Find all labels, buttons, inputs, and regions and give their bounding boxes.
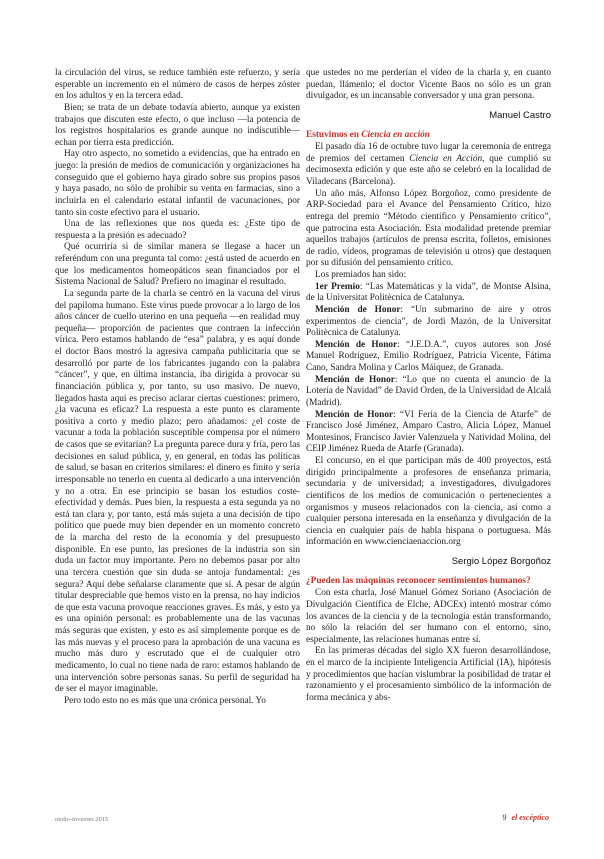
right-column (306, 68, 551, 705)
paragraph: Los premiados han sido: (315, 270, 407, 280)
paragraph: que ustedes no me perderían el vídeo de la charla y, en cuanto puedan, llámenlo; el doctor Vicente Baos no sólo es un gran divulgador, es un incansable conversador y una gran persona. (306, 68, 551, 102)
award-text: : “VI Feria de la Ciencia de Atarfe” de Francisco José Jiménez, Amparo Castro, Alicia López, Manuel Montesinos, Francisco Javier Valenzuela y Natividad Molina, del CEIP Jiménez Rueda de Atarfe (Granada). (306, 409, 552, 455)
paragraph: La segunda parte de la charla se centró en la vacuna del virus del papiloma humano. Este virus puede provocar a lo largo de los años cáncer de cuello uterino en una pequeña —en realidad muy pequeña— proporción de pacientes que contraen la infección vírica. Pero estamos hablando de “esa” palabra, y es aquí donde el doctor Baos mostró la agresiva campaña publicitaria que se desarrolló por parte de los fabricantes jugando con la palabra “cáncer”, y que, en última instancia, iba dirigida a provocar su financiación pública y, por tanto, su uso masivo. De nuevo, llegados hasta aquí es preciso aclarar ciertas cuestiones: primero, ¿la vacuna es eficaz? La respuesta a este punto es claramente positiva a corto y medio plazo; pero añadamos: ¿el coste de vacunar a toda la población susceptible compensa por el número de casos que se evitarían? La pregunta parece dura y fría, pero las decisiones en salud pública, y, en general, en todas las políticas de salud, se basan en criterios similares: el dinero es finito y sería irresponsable no tenerlo en cuenta al dedicarlo a una intervención y no a otra. En ese principio se basan los estudios coste-efectividad y demás. Pues bien, la respuesta a esta segunda ya no está tan clara y, por tanto, está más sujeta a una decisión de tipo político que puede muy bien depender en un momento concreto de la marcha del resto de la economía y del presupuesto disponible. En ese punto, las presiones de la industria son sin duda un factor muy importante. Pero no debemos pasar por alto una tercera cuestión que sin duda se antoja fundamental: ¿es segura? Aquí debe señalarse claramente que sí. A pesar de algún titular despreciable que hemos visto en la prensa, no hay indicios de que esta vacuna provoque reacciones graves. Es más, y esto ya es una opinión personal: es probablemente una de las vacunas más seguras que existen, y esto es así simplemente porque es de las más nuevas y el proceso para la aprobación de una vacuna es mucho más duro y escrutado que el de cualquier otro medicamento, lo cual no tiene nada de raro: estamos hablando de una intervención sobre personas sanas. Su perfil de seguridad ha de ser el mayor imaginable. (55, 288, 300, 695)
paragraph: Qué ocurriría si de similar manera se llegase a hacer un referéndum con una pregunta tal como: ¿está usted de acuerdo en que los medicamentos homeopáticos sean financiados por el Sistema Nacional de Salud? Prefiero no imaginar el resultado. (55, 242, 300, 288)
award-item (306, 305, 551, 340)
page-number: 9 (502, 813, 507, 822)
magazine-name: el escéptico (511, 813, 549, 822)
award-text: : “J.E.D.A.”, cuyos autores son José Manuel Rodríguez, Emilio Rodríguez, Patricia Vicente, Fátima Cano, Sandra Molina y Carlos Máiquez, de Granada. (306, 339, 551, 373)
paragraph: Bien; se trata de un debate todavía abierto, aunque ya existen trabajos que discuten este efecto, o que incluso —la potencia de los registros hospitalarios es grande aunque no indiscutible— echan por tierra esta predicción. (55, 102, 300, 148)
section-title-ciencia-en-accion (306, 130, 551, 142)
award-item (306, 375, 551, 410)
issue-date: otoño-invierno 2015 (55, 816, 109, 823)
award-text: : “Las Matemáticas y la vida”, de Montse Alsina, de la Universitat Politècnica de Catalunya. (306, 281, 551, 304)
paragraph (306, 142, 551, 189)
paragraph: Una de las reflexiones que nos queda es: ¿Este tipo de respuesta a la presión es adecuado? (55, 219, 300, 241)
paragraph: la circulación del virus, se reduce también este refuerzo, y sería esperable un incremento en el número de casos de herpes zóster en los adultos y en la tercera edad. (55, 68, 300, 102)
text-run: El pasado día 16 de octubre tuvo lugar la ceremonia de entrega de premios del certamen (306, 142, 551, 164)
award-item (306, 282, 551, 305)
author-signature: Sergio López Borgoñoz (451, 556, 551, 567)
award-label: 1er Premio (315, 281, 360, 292)
left-column (55, 68, 300, 707)
award-item (306, 340, 551, 375)
award-item (306, 410, 551, 457)
section-title-prefix: Estuvimos en (306, 129, 362, 140)
page-footer (502, 813, 549, 822)
section-title-maquinas: ¿Pueden las máquinas reconocer sentimientos humanos? (306, 575, 531, 586)
italic-run: Ciencia en Acción (409, 153, 483, 164)
award-label: Mención de Honor (315, 304, 401, 315)
text-run: , que cumplió su decimosexta edición y que este año se celebró en la localidad de Viladecans (Barcelona). (306, 153, 551, 187)
paragraph: El concurso, en el que participan más de 400 proyectos, está dirigido principalmente a profesores de enseñanza primaria, secundaria y de universidad; a investigadores, divulgadores científicos de los medios de comunicación o pertenecientes a organismos y museos relacionados con la ciencia, así como a cualquier persona interesada en la enseñanza y divulgación de la ciencia en cualquier país de habla hispana o portuguesa. Más información en www.cienciaenaccion.org (306, 456, 551, 548)
award-label: Mención de Honor (315, 339, 398, 350)
award-label: Mención de Honor (315, 409, 394, 420)
section-title-italic: Ciencia en acción (361, 129, 430, 140)
paragraph: Hay otro aspecto, no sometido a evidencias, que ha entrado en juego: la presión de medios de comunicación y organizaciones ha conseguido que el gobierno haya girado sobre sus propios pasos y haya pasado, no sólo de prohibir su venta en farmacias, sino a incluirla en el calendario estatal infantil de vacunaciones, por tanto sin coste efectivo para el usuario. (55, 149, 300, 218)
award-label: Mención de Honor (315, 374, 395, 385)
author-signature: Manuel Castro (489, 109, 551, 121)
paragraph: En las primeras décadas del siglo XX fueron desarrollándose, en el marco de la incipiente Inteligencia Artificial (IA), hipótesis y procedimientos que hacían vislumbrar la posibilidad de tratar el razonamiento y el procesamiento simbólico de la información de forma mecánica y abs- (306, 646, 551, 703)
paragraph: Pero todo esto no es más que una crónica personal. Yo (64, 695, 266, 706)
paragraph: Con esta charla, José Manuel Gómez Soriano (Asociación de Divulgación Científica de Elche, ADCEx) intentó mostrar cómo los avances de la ciencia y de la tecnología están transformando, no sólo la relación del ser humano con el entorno, sino, especialmente, las relaciones humanas entre sí. (306, 588, 551, 645)
award-text: : “Lo que no cuenta el anuncio de la Lotería de Navidad” de David Orden, de la Universidad de Alcalá (Madrid). (306, 374, 552, 408)
paragraph: Un año más, Alfonso López Borgoñoz, como presidente de ARP-Sociedad para el Avance del Pensamiento Crítico, hizo entrega del premio “Método científico y Pensamiento crítico”, que patrocina esta Asociación. Esta modalidad pretende premiar aquellos trabajos (artículos de prensa escrita, folletos, emisiones de radio, vídeos, programas de televisión u otros) que destaquen por su difusión del pensamiento crítico. (306, 188, 551, 269)
award-text: : “Un submarino de aire y otros experimentos de ciencia”, de Jordi Mazón, de la Universitat Politècnica de Catalunya. (306, 304, 552, 339)
